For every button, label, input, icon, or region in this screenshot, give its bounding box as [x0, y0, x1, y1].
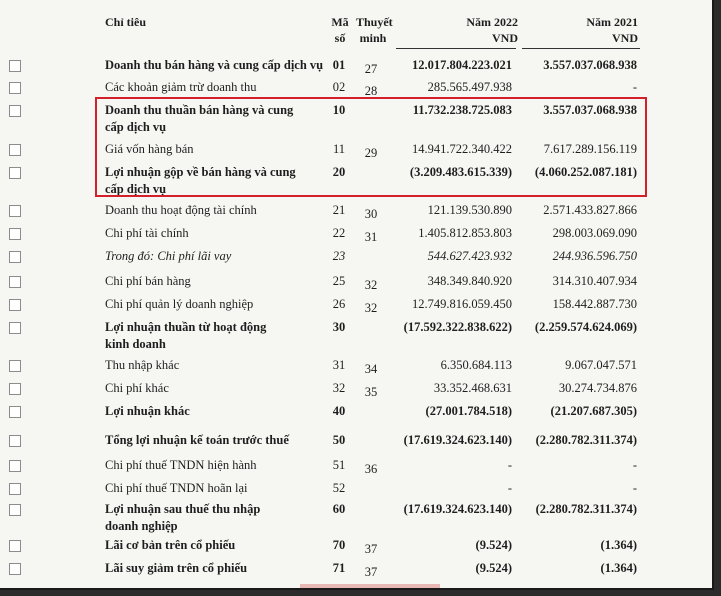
header-2022-unit: VND	[492, 31, 518, 45]
row-label: Lợi nhuận gộp về bán hàng và cung	[105, 165, 296, 179]
row-label: Lợi nhuận khác	[105, 404, 190, 418]
row-value-2022: (27.001.784.518)	[425, 404, 512, 418]
row-value-2021: (21.207.687.305)	[550, 404, 637, 418]
row-code: 21	[332, 203, 346, 217]
row-value-2022: 121.139.530.890	[427, 203, 512, 217]
row-code: 23	[332, 249, 346, 263]
row-label-cont: doanh nghiệp	[105, 519, 178, 533]
row-value-2021: 9.067.047.571	[565, 358, 637, 372]
row-note: 35	[364, 385, 378, 399]
row-code: 22	[332, 226, 346, 240]
row-note: 32	[364, 301, 378, 315]
header-2021-year: Năm 2021	[586, 15, 638, 29]
row-label: Doanh thu thuần bán hàng và cung	[105, 103, 294, 117]
row-code: 32	[332, 381, 346, 395]
row-checkbox[interactable]	[9, 144, 21, 156]
row-label: Tổng lợi nhuận kế toán trước thuế	[105, 433, 289, 447]
row-label: Lợi nhuận sau thuế thu nhập	[105, 502, 261, 516]
row-label-cont: cấp dịch vụ	[105, 182, 167, 196]
row-value-2021: 3.557.037.068.938	[543, 58, 637, 72]
row-note: 30	[364, 207, 378, 221]
row-label: Thu nhập khác	[105, 358, 180, 372]
row-code: 40	[332, 404, 346, 418]
header-2021-unit: VND	[612, 31, 638, 45]
row-value-2021: 158.442.887.730	[552, 297, 637, 311]
row-checkbox[interactable]	[9, 105, 21, 117]
row-code: 50	[332, 433, 346, 447]
row-note: 37	[364, 565, 378, 579]
row-code: 02	[332, 80, 346, 94]
row-value-2022: 11.732.238.725.083	[412, 103, 512, 117]
row-code: 01	[332, 58, 346, 72]
row-note: 36	[364, 462, 378, 476]
row-code: 10	[332, 103, 346, 117]
row-checkbox[interactable]	[9, 60, 21, 72]
row-value-2021: (2.280.782.311.374)	[535, 433, 637, 447]
row-value-2021: 30.274.734.876	[558, 381, 637, 395]
row-checkbox[interactable]	[9, 383, 21, 395]
row-value-2022: (17.619.324.623.140)	[403, 433, 512, 447]
row-checkbox[interactable]	[9, 228, 21, 240]
row-value-2021: 314.310.407.934	[552, 274, 637, 288]
row-value-2022: 12.749.816.059.450	[412, 297, 512, 311]
row-checkbox[interactable]	[9, 540, 21, 552]
row-value-2022: (17.619.324.623.140)	[403, 502, 512, 516]
row-code: 20	[332, 165, 346, 179]
row-value-2022: 285.565.497.938	[427, 80, 512, 94]
row-value-2022: 12.017.804.223.021	[412, 58, 512, 72]
row-value-2022: 14.941.722.340.422	[412, 142, 512, 156]
row-checkbox[interactable]	[9, 205, 21, 217]
row-value-2022: -	[507, 458, 512, 472]
row-value-2021: 3.557.037.068.938	[543, 103, 637, 117]
row-value-2021: (1.364)	[600, 561, 637, 575]
row-label: Chi phí thuế TNDN hoãn lại	[105, 481, 248, 495]
row-checkbox[interactable]	[9, 504, 21, 516]
row-label: Trong đó: Chi phí lãi vay	[105, 249, 232, 263]
row-note: 34	[364, 362, 378, 376]
row-value-2021: (4.060.252.087.181)	[534, 165, 637, 179]
row-value-2021: 7.617.289.156.119	[543, 142, 637, 156]
row-note: 29	[364, 146, 378, 160]
row-label: Giá vốn hàng bán	[105, 142, 194, 156]
row-checkbox[interactable]	[9, 460, 21, 472]
row-label: Doanh thu bán hàng và cung cấp dịch vụ	[105, 58, 324, 72]
row-code: 31	[332, 358, 346, 372]
row-code: 26	[332, 297, 346, 311]
row-value-2021: 298.003.069.090	[552, 226, 637, 240]
row-value-2021: 244.936.596.750	[552, 249, 637, 263]
row-value-2021: (2.280.782.311.374)	[535, 502, 637, 516]
row-value-2022: (17.592.322.838.622)	[403, 320, 512, 334]
row-note: 37	[364, 542, 378, 556]
row-value-2021: (2.259.574.624.069)	[534, 320, 637, 334]
header-underline-2022	[396, 48, 516, 49]
highlight-box	[95, 97, 647, 197]
row-label: Chi phí bán hàng	[105, 274, 191, 288]
row-checkbox[interactable]	[9, 563, 21, 575]
row-value-2021: (1.364)	[600, 538, 637, 552]
row-value-2021: -	[632, 458, 637, 472]
row-checkbox[interactable]	[9, 251, 21, 263]
row-label: Chi phí thuế TNDN hiện hành	[105, 458, 257, 472]
row-value-2022: 348.349.840.920	[427, 274, 512, 288]
row-label: Chi phí khác	[105, 381, 169, 395]
row-checkbox[interactable]	[9, 406, 21, 418]
header-code: Mã số	[331, 15, 349, 45]
row-code: 60	[332, 502, 346, 516]
row-code: 70	[332, 538, 346, 552]
row-label-cont: cấp dịch vụ	[105, 120, 167, 134]
row-label: Lãi cơ bản trên cổ phiếu	[105, 538, 236, 552]
row-label: Lãi suy giảm trên cổ phiếu	[105, 561, 248, 575]
header-underline-2021	[522, 48, 640, 49]
row-checkbox[interactable]	[9, 276, 21, 288]
row-label: Các khoản giảm trừ doanh thu	[105, 80, 257, 94]
row-note: 28	[364, 84, 378, 98]
row-checkbox[interactable]	[9, 360, 21, 372]
row-value-2022: (9.524)	[475, 538, 512, 552]
header-2022-year: Năm 2022	[466, 15, 518, 29]
row-code: 52	[332, 481, 346, 495]
stamp-edge	[300, 584, 440, 588]
row-value-2021: 2.571.433.827.866	[543, 203, 637, 217]
row-value-2022: (3.209.483.615.339)	[409, 165, 512, 179]
row-label: Chi phí quản lý doanh nghiệp	[105, 297, 254, 311]
row-checkbox[interactable]	[9, 322, 21, 334]
row-note: 31	[364, 230, 378, 244]
row-value-2021: -	[632, 80, 637, 94]
row-value-2022: 544.627.423.932	[427, 249, 512, 263]
row-value-2022: 33.352.468.631	[433, 381, 512, 395]
row-code: 11	[332, 142, 346, 156]
row-code: 30	[332, 320, 346, 334]
row-label: Doanh thu hoạt động tài chính	[105, 203, 257, 217]
row-value-2022: (9.524)	[475, 561, 512, 575]
row-checkbox[interactable]	[9, 82, 21, 94]
row-code: 25	[332, 274, 346, 288]
header-note: Thuyết minh	[356, 15, 393, 45]
row-note: 27	[364, 62, 378, 76]
row-checkbox[interactable]	[9, 483, 21, 495]
row-code: 51	[332, 458, 346, 472]
row-value-2022: 6.350.684.113	[440, 358, 512, 372]
row-checkbox[interactable]	[9, 167, 21, 179]
row-label-cont: kinh doanh	[105, 337, 166, 351]
row-value-2021: -	[632, 481, 637, 495]
row-note: 32	[364, 278, 378, 292]
row-code: 71	[332, 561, 346, 575]
row-label: Chi phí tài chính	[105, 226, 189, 240]
header-item: Chỉ tiêu	[105, 15, 147, 29]
row-label: Lợi nhuận thuần từ hoạt động	[105, 320, 267, 334]
row-value-2022: -	[507, 481, 512, 495]
row-checkbox[interactable]	[9, 299, 21, 311]
row-checkbox[interactable]	[9, 435, 21, 447]
row-value-2022: 1.405.812.853.803	[418, 226, 512, 240]
